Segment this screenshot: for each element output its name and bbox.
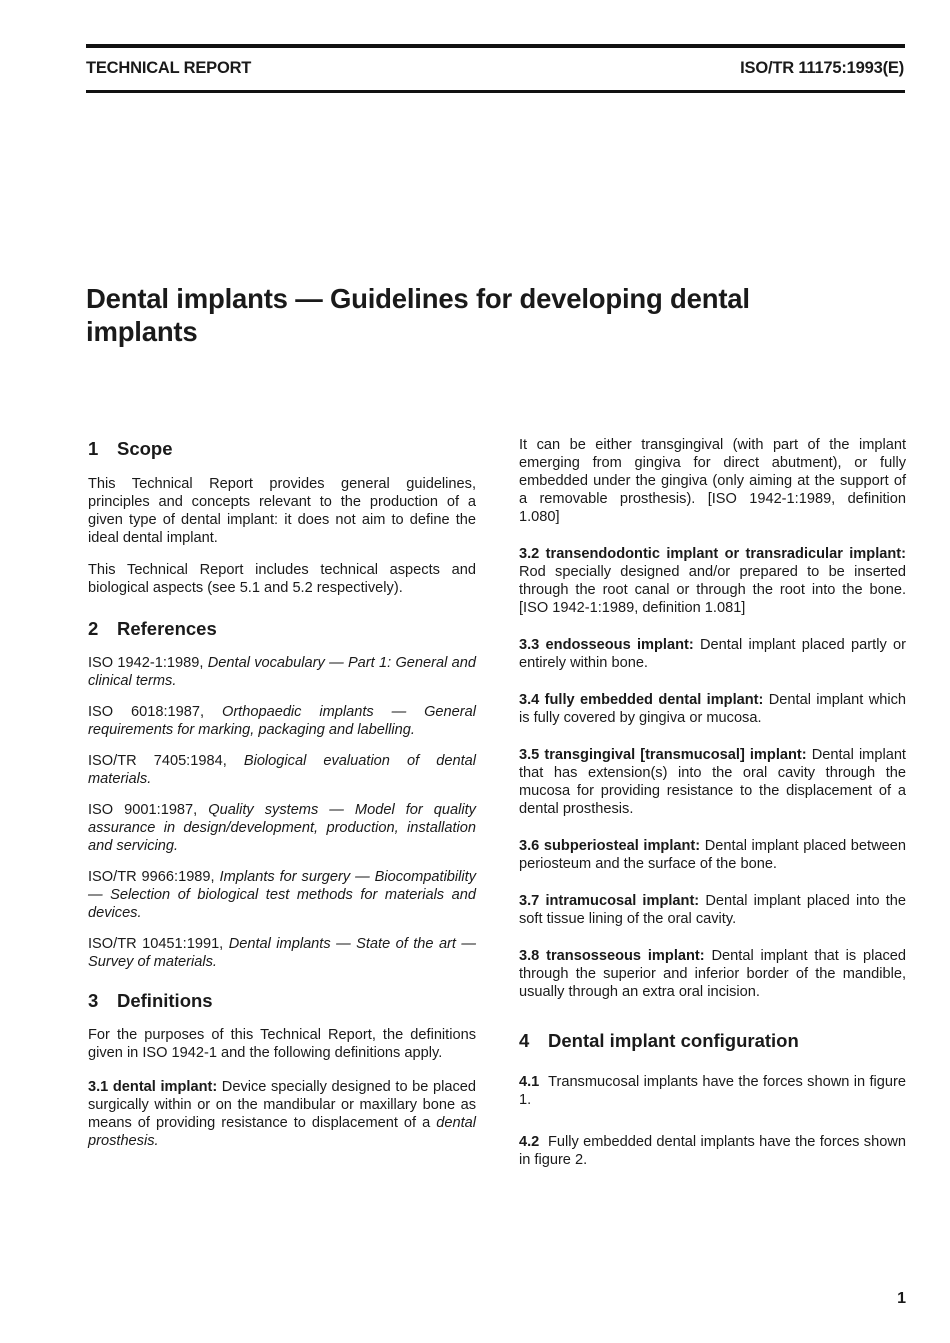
title-line-2: implants — [86, 316, 198, 347]
definition-3-2: 3.2 transendodontic implant or transradicular implant: Rod specially designed and/or prepared to be inserted through the root canal or through the root into the bone. [ISO 1942-1:1989, definition 1.081] — [519, 546, 906, 616]
document-title — [86, 282, 886, 348]
document-number: ISO/TR 11175:1993(E) — [740, 59, 904, 77]
reference-item: ISO 9001:1987, Quality systems — Model for quality assurance in design/development, production, installation and servicing. — [88, 802, 476, 854]
page-number: 1 — [897, 1290, 906, 1307]
header-bottom-rule — [86, 90, 905, 93]
reference-item: ISO 1942-1:1989, Dental vocabulary — Part 1: General and clinical terms. — [88, 655, 477, 689]
reference-item: ISO/TR 7405:1984, Biological evaluation of dental materials. — [88, 753, 476, 787]
document-type-label: TECHNICAL REPORT — [86, 59, 252, 77]
definition-3-1: 3.1 dental implant: Device specially designed to be placed surgically within or on the mandibular or maxillary bone as means of providing resistance to displacement of a dental prosthesis. — [88, 1079, 476, 1149]
section-heading-references: 2 References — [88, 618, 217, 639]
scope-paragraph-1: This Technical Report provides general guidelines, principles and concepts relevant to the production of a given type of dental implant: it does not aim to define the ideal dental implant. — [88, 476, 476, 546]
section-heading-configuration: 4 Dental implant configuration — [519, 1030, 799, 1051]
definitions-intro: For the purposes of this Technical Report, the definitions given in ISO 1942-1 and the following definitions apply. — [88, 1027, 476, 1061]
definition-3-4: 3.4 fully embedded dental implant: Dental implant which is fully covered by gingiva or mucosa. — [519, 692, 907, 726]
reference-item: ISO/TR 9966:1989, Implants for surgery — Biocompatibility — Selection of biological test methods for materials and devices. — [88, 869, 477, 921]
definition-3-7: 3.7 intramucosal implant: Dental implant placed into the soft tissue lining of the oral cavity. — [519, 893, 906, 927]
definition-3-1-continued: It can be either transgingival (with part of the implant emerging from gingiva for direct abutment), or fully embedded under the gingiva (only aiming at the support of a removable prosthesis). [ISO 1942-1:1989, definition 1.080] — [519, 437, 906, 525]
paragraph-4-2: 4.2 Fully embedded dental implants have the forces shown in figure 2. — [519, 1134, 906, 1168]
definition-3-5: 3.5 transgingival [transmucosal] implant: Dental implant that has extension(s) into the oral cavity through the mucosa for providing resistance to the displacement of a dental prosthesis. — [519, 747, 906, 817]
section-heading-definitions: 3 Definitions — [88, 990, 213, 1011]
definition-3-6: 3.6 subperiosteal implant: Dental implant placed between periosteum and the surface of the bone. — [519, 838, 906, 872]
right-column — [519, 436, 906, 1169]
definition-3-8: 3.8 transosseous implant: Dental implant that is placed through the superior and inferior border of the mandible, usually through an extra oral incision. — [519, 948, 907, 1000]
header-top-rule — [86, 44, 905, 48]
reference-item: ISO/TR 10451:1991, Dental implants — State of the art — Survey of materials. — [88, 936, 476, 970]
paragraph-4-1: 4.1 Transmucosal implants have the forces shown in figure 1. — [519, 1074, 907, 1108]
section-heading-scope: 1 Scope — [88, 438, 173, 459]
definition-3-3: 3.3 endosseous implant: Dental implant placed partly or entirely within bone. — [519, 637, 906, 671]
left-column — [88, 436, 476, 1150]
scope-paragraph-2: This Technical Report includes technical aspects and biological aspects (see 5.1 and 5.2 respectively). — [88, 562, 476, 596]
title-line-1: Dental implants — Guidelines for developing dental — [86, 283, 750, 314]
reference-item: ISO 6018:1987, Orthopaedic implants — General requirements for marking, packaging and labelling. — [88, 704, 476, 738]
